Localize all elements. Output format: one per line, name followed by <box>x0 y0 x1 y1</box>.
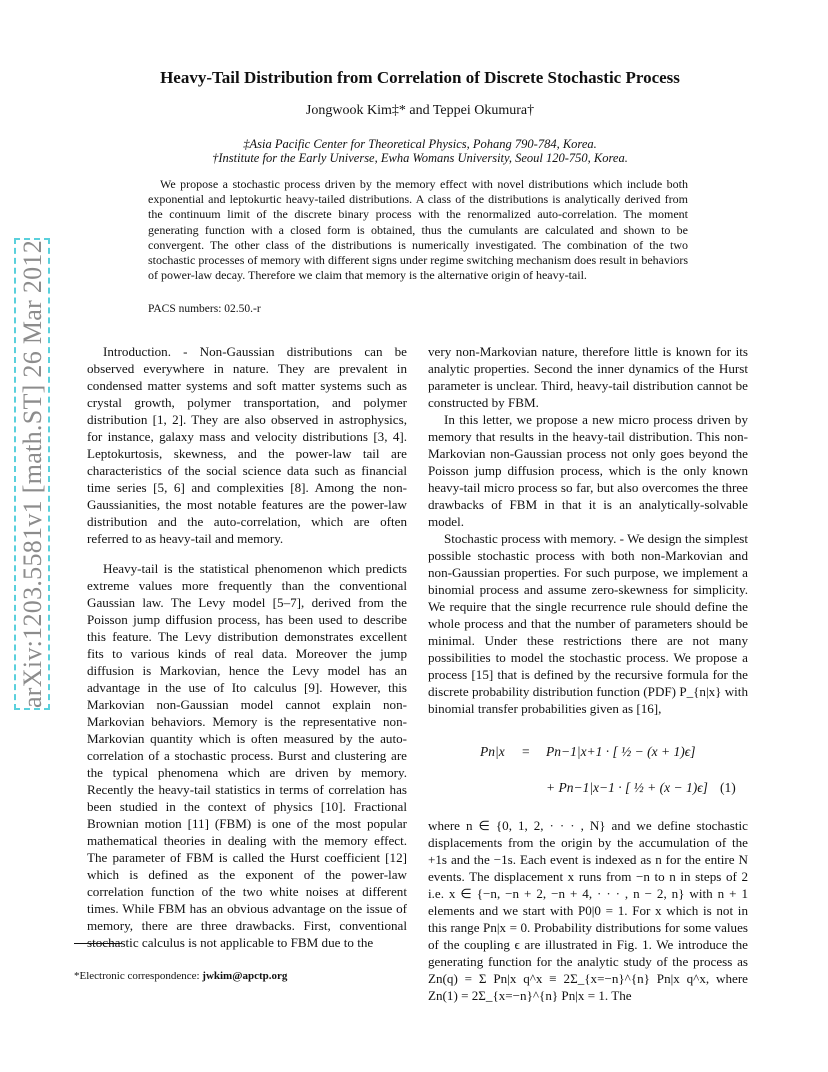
arxiv-stamp: arXiv:1203.5581v1 [math.ST] 26 Mar 2012 <box>18 239 47 709</box>
footnote-rule <box>74 943 122 944</box>
footnote-text: *Electronic correspondence: <box>74 970 203 982</box>
footnote-email[interactable]: jwkim@apctp.org <box>202 970 288 982</box>
paragraph-heavy-tail: Heavy-tail is the statistical phenomenon which predicts extreme values more frequently than the conventional Gaussian law. The Levy model [5–7], derived from the Poisson jump diffusion process, has been used to describe this feature. The Levy distribution demonstrates excellent fits to various kinds of real data. Moreover the jump diffusion is Markovian, hence the Levy model has an advantage in the use of Ito calculus [9]. However, this Markovian non-Gaussian model cannot explain non-Markovian behaviors. Memory is the representative non-Markovian quantity which is often measured by the auto-correlation of a stochastic process. Burst and clustering are the typical phenomena which are driven by memory. Recently the heavy-tail statistics in terms of correlation has been studied in the context of physics [10]. Fractional Brownian motion [11] (FBM) is one of the most popular mathematical theories in dealing with the memory effect. The parameter of FBM is called the Hurst coefficient [12] which is defined as the exponent of the power-law correlation function of the two white noises at different times. While FBM has an obvious advantage on the issue of memory, there are three drawbacks. First, conventional stochastic calculus is not applicable to FBM due to the <box>87 561 407 950</box>
affiliation-1: ‡Asia Pacific Center for Theoretical Physics, Pohang 790-784, Korea. <box>243 137 597 151</box>
affiliation-2: †Institute for the Early Universe, Ewha Womans University, Seoul 120-750, Korea. <box>212 151 628 165</box>
paper-title: Heavy-Tail Distribution from Correlation of Discrete Stochastic Process <box>160 68 680 87</box>
footnote <box>74 970 287 982</box>
pacs-numbers: PACS numbers: 02.50.-r <box>148 303 261 315</box>
paragraph-definitions: where n ∈ {0, 1, 2, · · · , N} and we define stochastic displacements from the origin by the accumulation of the +1s and the −1s. Each event is indexed as n for the entire N events. The displacement x runs from −n to n in steps of 2 i.e. x ∈ {−n, −n + 2, −n + 4, · · · , n − 2, n} with n + 1 elements and we start with P0|0 = 1. For x which is not in this range Pn|x = 0. Probability distributions for some values of the coupling ϵ are illustrated in Fig. 1. We introduce the generating function for the analytic study of the process as Zn(q) = Σ Pn|x q^x ≡ 2Σ_{x=−n}^{n} Pn|x q^x, where Zn(1) = 2Σ_{x=−n}^{n} Pn|x = 1. The <box>428 818 748 1003</box>
left-column <box>87 343 407 951</box>
right-column <box>428 343 748 1004</box>
equation-1 <box>428 723 748 813</box>
paragraph-continued: very non-Markovian nature, therefore little is known for its analytic properties. Second the inner dynamics of the Hurst parameter is unclear. Third, heavy-tail distribution cannot be constructed by FBM. <box>428 344 748 410</box>
equation-line-2: + Pn−1|x−1 · [ ½ + (x − 1)ϵ] <box>546 780 708 795</box>
equation-line-1: Pn−1|x+1 · [ ½ − (x + 1)ϵ] <box>546 744 696 759</box>
equation-lhs: Pn|x <box>480 744 505 759</box>
paragraph-this-letter: In this letter, we propose a new micro process driven by memory that results in the heavy-tail distribution. This non-Markovian non-Gaussian process not only goes beyond the Poisson jump diffusion process, which is the only known heavy-tail micro process so far, but also overcomes the three drawbacks of FBM in that it is an analytically-solvable model. <box>428 412 748 529</box>
abstract: We propose a stochastic process driven by the memory effect with novel distributions which include both exponential and leptokurtic heavy-tailed distributions. A class of the distributions is analytically derived from the continuum limit of the discrete binary process with the renormalized auto-correlation. The moment generating function with a closed form is obtained, thus the cumulants are calculated and shown to be convergent. The other class of the distributions is numerically investigated. The combination of the two stochastic processes of memory with different signs under regime switching mechanism does result in behaviors of power-law decay. Therefore we claim that memory is the alternative origin of heavy-tail. <box>148 177 688 283</box>
paragraph-introduction: Introduction. - Non-Gaussian distributions can be observed everywhere in nature. They are prevalent in condensed matter systems and soft matter systems such as crystal growth, polymer transportation, and polymer distribution [1, 2]. They are also observed in astrophysics, for instance, galaxy mass and velocity distributions [3, 4]. Leptokurtosis, skewness, and the power-law tail are characteristics of the social science data such as financial time series [5, 6] and complexities [8]. Among the non-Gaussianities, the most notable features are the power-law distribution and the auto-correlation, which are often referred to as heavy-tail and memory. <box>87 344 407 546</box>
paper-authors: Jongwook Kim‡* and Teppei Okumura† <box>305 103 535 118</box>
paragraph-stochastic-process: Stochastic process with memory. - We design the simplest possible stochastic process with both non-Markovian and non-Gaussian properties. For such purpose, we implement a binomial process and assume zero-skewness for simplicity. We require that the single recurrence rule should define the whole process and that the number of parameters should be minimal. Under these restrictions there are not many possibilities to model the stochastic process. We propose a process [15] that is defined by the recursive formula for the discrete probability distribution function (PDF) P_{n|x} with binomial transfer probabilities given as [16], <box>428 531 748 716</box>
equation-equals: = <box>522 744 530 759</box>
equation-number: (1) <box>720 780 736 795</box>
